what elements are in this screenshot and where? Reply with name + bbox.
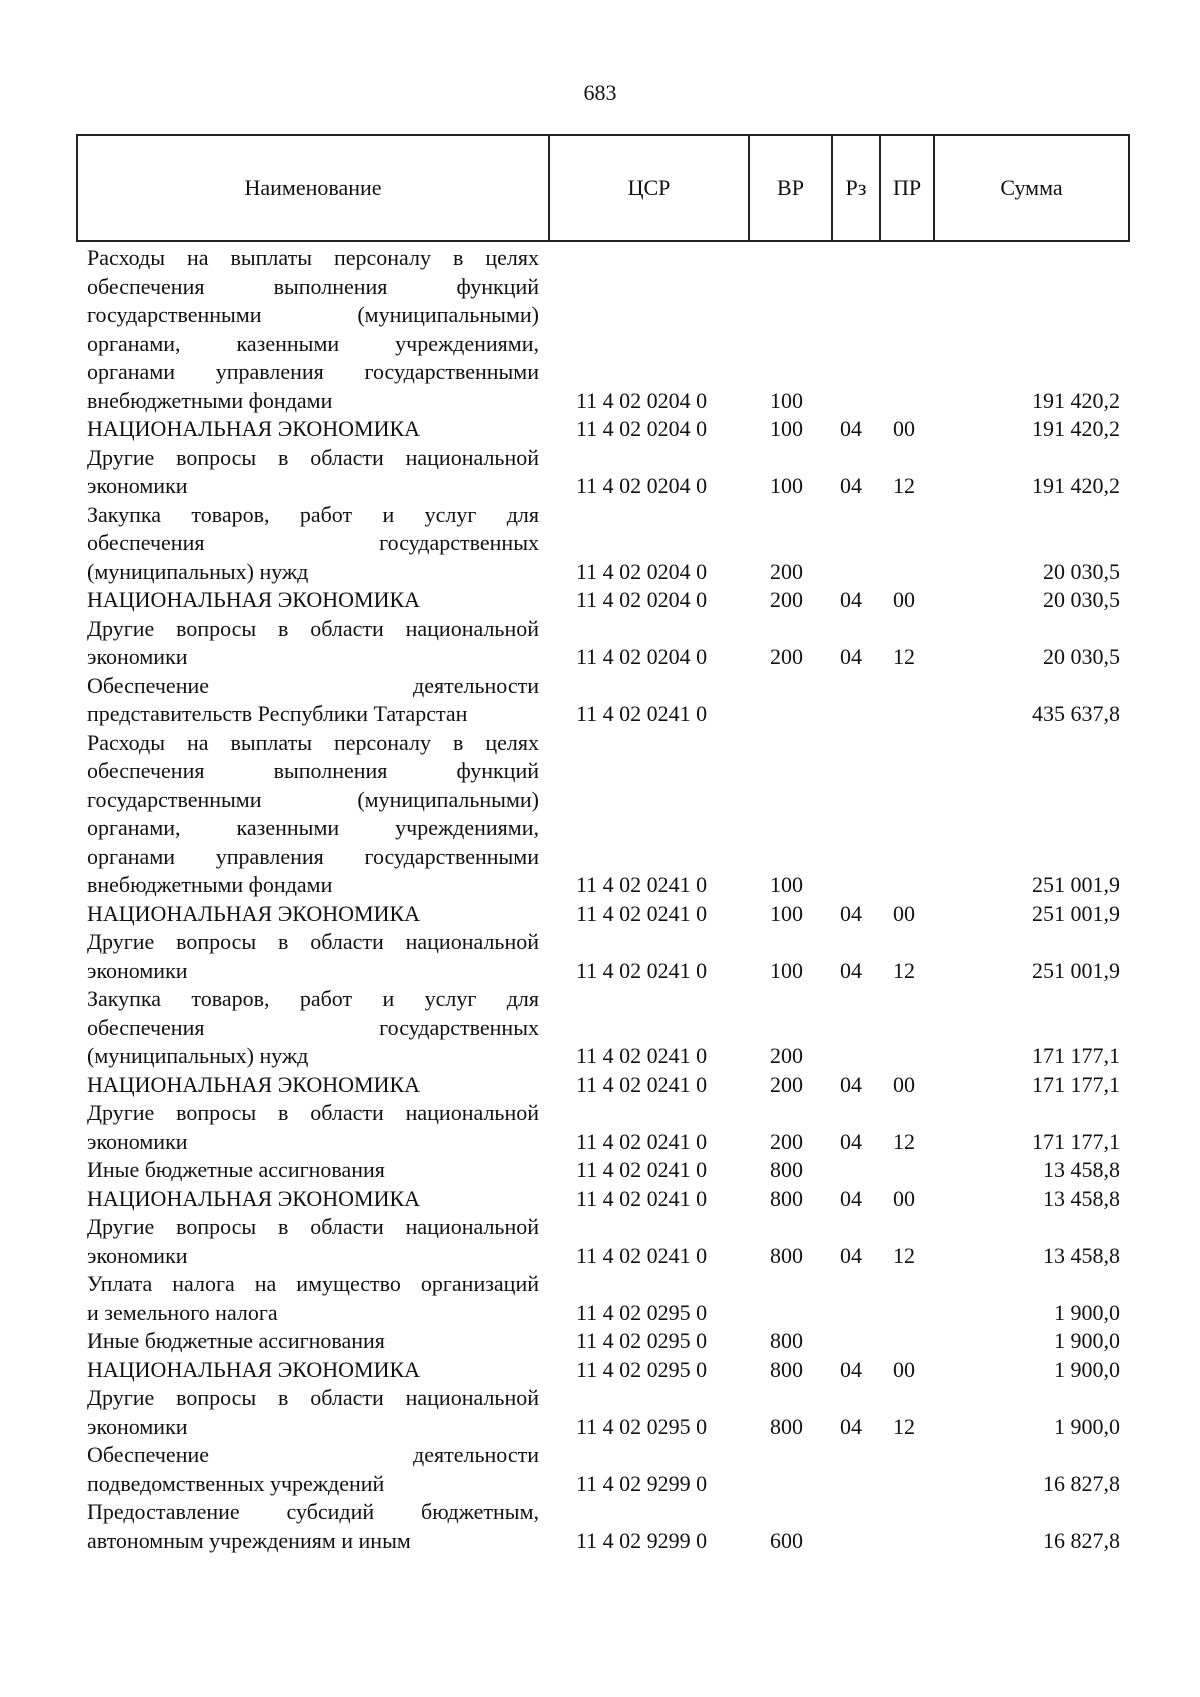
table-header bbox=[76, 134, 1130, 242]
table-row bbox=[0, 1270, 1200, 1327]
row-pr: 00 bbox=[893, 900, 915, 926]
row-name-line: органами управления государственными bbox=[87, 843, 539, 869]
row-vr: 100 bbox=[770, 900, 803, 926]
row-vr: 200 bbox=[770, 587, 803, 612]
row-vr: 200 bbox=[770, 1071, 803, 1097]
row-name bbox=[87, 672, 539, 729]
row-name-line: Другие вопросы в области национальной bbox=[87, 1100, 539, 1125]
row-name-line: Уплата налога на имущество организаций bbox=[87, 1271, 539, 1296]
table-row bbox=[0, 586, 1200, 615]
table-row bbox=[0, 1498, 1200, 1555]
row-name-line: Закупка товаров, работ и услуг для bbox=[87, 501, 539, 527]
row-sum: 435 637,8 bbox=[1032, 701, 1120, 726]
row-sum: 20 030,5 bbox=[1043, 558, 1120, 584]
row-name-line: Закупка товаров, работ и услуг для bbox=[87, 986, 539, 1011]
table-row bbox=[0, 928, 1200, 985]
row-name-line: Другие вопросы в области национальной bbox=[87, 615, 539, 641]
table-row bbox=[0, 1099, 1200, 1156]
row-name bbox=[87, 1213, 539, 1270]
row-csr: 11 4 02 0204 0 bbox=[576, 558, 708, 584]
row-csr: 11 4 02 0204 0 bbox=[576, 644, 708, 669]
row-sum: 251 001,9 bbox=[1032, 872, 1120, 897]
row-name bbox=[87, 415, 539, 444]
row-name-line: обеспечения выполнения функций bbox=[87, 758, 539, 783]
row-sum: 1 900,0 bbox=[1054, 1328, 1120, 1353]
row-sum: 171 177,1 bbox=[1032, 1071, 1120, 1097]
row-vr: 800 bbox=[770, 1413, 803, 1439]
row-name bbox=[87, 1099, 539, 1156]
row-pr: 00 bbox=[893, 1071, 915, 1097]
row-sum: 1 900,0 bbox=[1054, 1356, 1120, 1382]
row-name-line: государственными (муниципальными) bbox=[87, 786, 539, 812]
row-rz: 04 bbox=[840, 957, 862, 983]
row-name bbox=[87, 900, 539, 929]
row-csr: 11 4 02 0295 0 bbox=[576, 1328, 708, 1353]
row-name bbox=[87, 244, 539, 415]
row-csr: 11 4 02 0204 0 bbox=[576, 416, 708, 441]
row-vr: 100 bbox=[770, 872, 803, 897]
row-sum: 191 420,2 bbox=[1032, 416, 1120, 441]
row-rz: 04 bbox=[840, 900, 862, 926]
table-row bbox=[0, 444, 1200, 501]
row-vr: 600 bbox=[770, 1527, 803, 1553]
row-csr: 11 4 02 0241 0 bbox=[576, 872, 708, 897]
row-rz: 04 bbox=[840, 1071, 862, 1097]
row-csr: 11 4 02 0241 0 bbox=[576, 1157, 708, 1182]
row-csr: 11 4 02 0204 0 bbox=[576, 473, 708, 498]
row-vr: 800 bbox=[770, 1242, 803, 1268]
table-row bbox=[0, 985, 1200, 1071]
table-row bbox=[0, 1185, 1200, 1214]
row-sum: 171 177,1 bbox=[1032, 1128, 1120, 1154]
row-csr: 11 4 02 0295 0 bbox=[576, 1299, 708, 1325]
row-vr: 100 bbox=[770, 387, 803, 413]
row-name-line: НАЦИОНАЛЬНАЯ ЭКОНОМИКА bbox=[87, 416, 421, 441]
header-csr: ЦСР bbox=[549, 135, 749, 241]
row-name bbox=[87, 928, 539, 985]
row-csr: 11 4 02 0241 0 bbox=[576, 1071, 708, 1097]
row-name-line: Обеспечение деятельности bbox=[87, 672, 539, 698]
table-row bbox=[0, 1384, 1200, 1441]
row-rz: 04 bbox=[840, 416, 862, 441]
row-name-line: (муниципальных) нужд bbox=[87, 1043, 309, 1068]
row-name-line: обеспечения государственных bbox=[87, 1014, 539, 1040]
row-name-line: обеспечения государственных bbox=[87, 530, 539, 555]
row-name-line: НАЦИОНАЛЬНАЯ ЭКОНОМИКА bbox=[87, 587, 421, 612]
row-sum: 1 900,0 bbox=[1054, 1299, 1120, 1325]
row-name-line: Другие вопросы в области национальной bbox=[87, 1214, 539, 1239]
row-csr: 11 4 02 9299 0 bbox=[576, 1470, 708, 1496]
row-pr: 12 bbox=[893, 473, 915, 498]
table-row bbox=[0, 1213, 1200, 1270]
row-csr: 11 4 02 0241 0 bbox=[576, 957, 708, 983]
row-pr: 12 bbox=[893, 957, 915, 983]
row-rz: 04 bbox=[840, 1356, 862, 1382]
row-csr: 11 4 02 0241 0 bbox=[576, 900, 708, 926]
table-body bbox=[0, 244, 1200, 1555]
row-name-line: и земельного налога bbox=[87, 1299, 278, 1325]
header-rz: Рз bbox=[832, 135, 880, 241]
row-name bbox=[87, 1356, 539, 1385]
row-vr: 800 bbox=[770, 1185, 803, 1211]
table-row bbox=[0, 415, 1200, 444]
row-csr: 11 4 02 0241 0 bbox=[576, 1185, 708, 1211]
row-rz: 04 bbox=[840, 1185, 862, 1211]
row-name-line: экономики bbox=[87, 473, 188, 498]
table-row bbox=[0, 1356, 1200, 1385]
row-rz: 04 bbox=[840, 644, 862, 669]
row-name-line: (муниципальных) нужд bbox=[87, 558, 309, 584]
row-pr: 12 bbox=[893, 644, 915, 669]
row-sum: 251 001,9 bbox=[1032, 900, 1120, 926]
row-vr: 100 bbox=[770, 473, 803, 498]
row-name bbox=[87, 1441, 539, 1498]
row-name-line: представительств Республики Татарстан bbox=[87, 701, 468, 726]
row-rz: 04 bbox=[840, 473, 862, 498]
row-sum: 13 458,8 bbox=[1043, 1185, 1120, 1211]
row-name bbox=[87, 501, 539, 587]
row-vr: 200 bbox=[770, 1128, 803, 1154]
row-sum: 191 420,2 bbox=[1032, 473, 1120, 498]
row-vr: 100 bbox=[770, 957, 803, 983]
row-name bbox=[87, 1498, 539, 1555]
row-csr: 11 4 02 0241 0 bbox=[576, 1043, 708, 1068]
row-pr: 12 bbox=[893, 1242, 915, 1268]
row-name bbox=[87, 444, 539, 501]
row-sum: 16 827,8 bbox=[1043, 1527, 1120, 1553]
row-vr: 800 bbox=[770, 1356, 803, 1382]
header-name: Наименование bbox=[77, 135, 549, 241]
row-vr: 200 bbox=[770, 644, 803, 669]
row-name bbox=[87, 1156, 539, 1185]
row-name-line: органами, казенными учреждениями, bbox=[87, 815, 539, 840]
row-name-line: Расходы на выплаты персоналу в целях bbox=[87, 245, 539, 270]
row-name-line: внебюджетными фондами bbox=[87, 872, 333, 897]
header-sum: Сумма bbox=[934, 135, 1129, 241]
row-name bbox=[87, 985, 539, 1071]
row-name-line: НАЦИОНАЛЬНАЯ ЭКОНОМИКА bbox=[87, 900, 421, 926]
row-name bbox=[87, 615, 539, 672]
row-name-line: Иные бюджетные ассигнования bbox=[87, 1157, 385, 1182]
row-name-line: НАЦИОНАЛЬНАЯ ЭКОНОМИКА bbox=[87, 1356, 421, 1382]
row-pr: 12 bbox=[893, 1413, 915, 1439]
row-csr: 11 4 02 0241 0 bbox=[576, 1128, 708, 1154]
row-name-line: экономики bbox=[87, 1128, 188, 1154]
table-row bbox=[0, 672, 1200, 729]
row-rz: 04 bbox=[840, 1242, 862, 1268]
table-row bbox=[0, 615, 1200, 672]
row-sum: 171 177,1 bbox=[1032, 1043, 1120, 1068]
row-name-line: Обеспечение деятельности bbox=[87, 1442, 539, 1467]
row-rz: 04 bbox=[840, 1413, 862, 1439]
row-name-line: государственными (муниципальными) bbox=[87, 302, 539, 327]
row-vr: 800 bbox=[770, 1157, 803, 1182]
row-name-line: внебюджетными фондами bbox=[87, 387, 333, 413]
row-name bbox=[87, 1071, 539, 1100]
row-name bbox=[87, 1270, 539, 1327]
page-number: 683 bbox=[583, 80, 617, 105]
row-csr: 11 4 02 0204 0 bbox=[576, 387, 708, 413]
row-pr: 00 bbox=[893, 416, 915, 441]
row-vr: 200 bbox=[770, 1043, 803, 1068]
row-sum: 13 458,8 bbox=[1043, 1157, 1120, 1182]
row-name bbox=[87, 1185, 539, 1214]
row-name-line: НАЦИОНАЛЬНАЯ ЭКОНОМИКА bbox=[87, 1185, 421, 1211]
row-csr: 11 4 02 9299 0 bbox=[576, 1527, 708, 1553]
row-name-line: экономики bbox=[87, 1413, 188, 1439]
table-row bbox=[0, 1156, 1200, 1185]
row-name-line: экономики bbox=[87, 644, 188, 669]
row-name-line: НАЦИОНАЛЬНАЯ ЭКОНОМИКА bbox=[87, 1071, 421, 1097]
row-pr: 00 bbox=[893, 587, 915, 612]
row-sum: 1 900,0 bbox=[1054, 1413, 1120, 1439]
row-name bbox=[87, 729, 539, 900]
row-sum: 13 458,8 bbox=[1043, 1242, 1120, 1268]
table-row bbox=[0, 501, 1200, 587]
row-csr: 11 4 02 0295 0 bbox=[576, 1356, 708, 1382]
row-name-line: автономным учреждениям и иным bbox=[87, 1527, 411, 1553]
table-row bbox=[0, 244, 1200, 415]
row-name-line: Другие вопросы в области национальной bbox=[87, 444, 539, 470]
row-vr: 100 bbox=[770, 416, 803, 441]
table-row bbox=[0, 1441, 1200, 1498]
row-rz: 04 bbox=[840, 587, 862, 612]
row-name-line: обеспечения выполнения функций bbox=[87, 273, 539, 299]
row-csr: 11 4 02 0241 0 bbox=[576, 701, 708, 726]
row-sum: 16 827,8 bbox=[1043, 1470, 1120, 1496]
row-csr: 11 4 02 0204 0 bbox=[576, 587, 708, 612]
row-name bbox=[87, 586, 539, 615]
row-name-line: подведомственных учреждений bbox=[87, 1470, 385, 1496]
table-row bbox=[0, 1327, 1200, 1356]
row-sum: 191 420,2 bbox=[1032, 387, 1120, 413]
row-rz: 04 bbox=[840, 1128, 862, 1154]
table-row bbox=[0, 1071, 1200, 1100]
row-vr: 200 bbox=[770, 558, 803, 584]
row-sum: 20 030,5 bbox=[1043, 644, 1120, 669]
row-name-line: Другие вопросы в области национальной bbox=[87, 1385, 539, 1410]
row-name-line: Расходы на выплаты персоналу в целях bbox=[87, 729, 539, 755]
row-name bbox=[87, 1327, 539, 1356]
row-csr: 11 4 02 0295 0 bbox=[576, 1413, 708, 1439]
row-pr: 00 bbox=[893, 1185, 915, 1211]
row-vr: 800 bbox=[770, 1328, 803, 1353]
row-name bbox=[87, 1384, 539, 1441]
table-row bbox=[0, 729, 1200, 900]
row-name-line: органами, казенными учреждениями, bbox=[87, 330, 539, 356]
row-pr: 12 bbox=[893, 1128, 915, 1154]
row-name-line: экономики bbox=[87, 957, 188, 983]
header-pr: ПР bbox=[880, 135, 934, 241]
row-name-line: экономики bbox=[87, 1242, 188, 1268]
row-csr: 11 4 02 0241 0 bbox=[576, 1242, 708, 1268]
row-sum: 20 030,5 bbox=[1043, 587, 1120, 612]
table-row bbox=[0, 900, 1200, 929]
row-name-line: Иные бюджетные ассигнования bbox=[87, 1328, 385, 1353]
header-vr: ВР bbox=[749, 135, 832, 241]
row-name-line: органами управления государственными bbox=[87, 359, 539, 384]
row-name-line: Предоставление субсидий бюджетным, bbox=[87, 1499, 539, 1524]
row-name-line: Другие вопросы в области национальной bbox=[87, 929, 539, 954]
row-sum: 251 001,9 bbox=[1032, 957, 1120, 983]
row-pr: 00 bbox=[893, 1356, 915, 1382]
